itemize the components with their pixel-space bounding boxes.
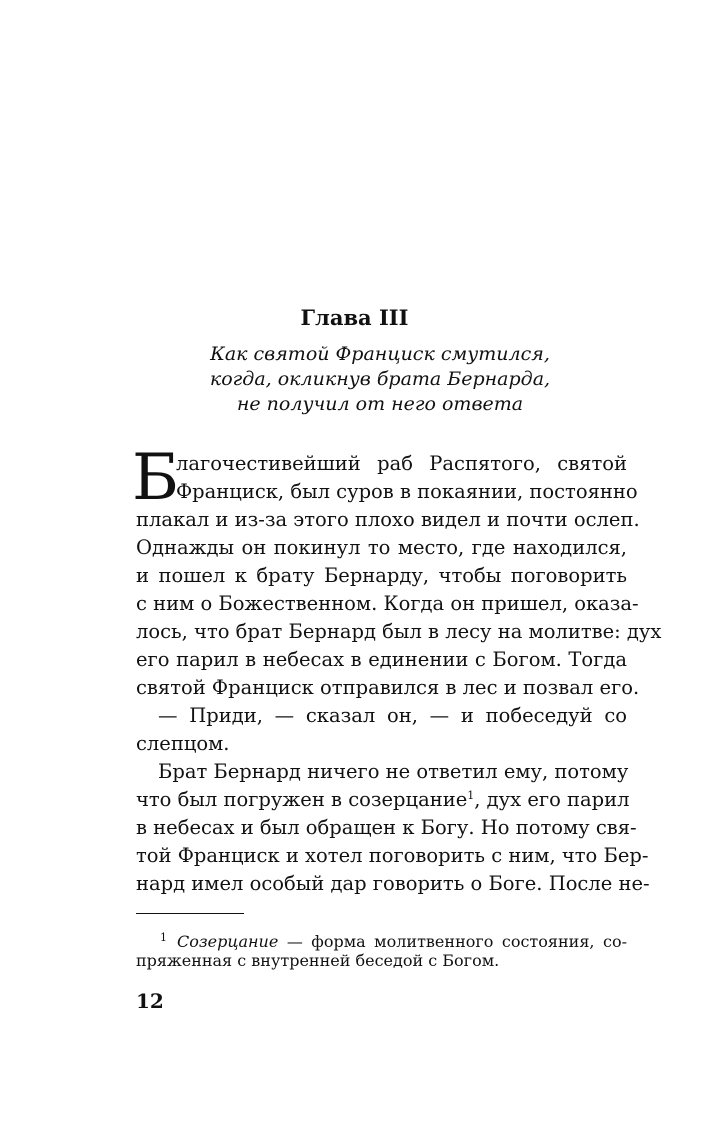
text-line: плакал и из-за этого плохо видел и почти ослеп. (136, 508, 640, 531)
text-line: святой Франциск отправился в лес и позвал его. (136, 676, 640, 699)
text-line: с ним о Божественном. Когда он пришел, оказа- (136, 592, 639, 615)
text-line: Брат Бернард ничего не ответил ему, потому (158, 760, 629, 783)
drop-cap: Б (132, 441, 180, 515)
subtitle-line: когда, окликнув брата Бернарда, (209, 368, 551, 390)
subtitle-line: не получил от него ответа (236, 393, 524, 415)
text-line: слепцом. (136, 732, 230, 755)
footnote-line: пряженная с внутренней беседой с Богом. (136, 951, 500, 970)
text-line: Однажды он покинул то место, где находился, (136, 536, 627, 559)
text-line: лось, что брат Бернард был в лесу на молитве: дух (136, 620, 662, 643)
text-line: нард имел особый дар говорить о Боге. После не- (136, 872, 650, 895)
text-line: Франциск, был суров в покаянии, постоянно (176, 480, 638, 503)
text-line (136, 786, 630, 814)
text-line: его парил в небесах в единении с Богом. Тогда (136, 648, 627, 671)
footnote-reference: 1 (467, 789, 475, 802)
footnote-mark: 1 (160, 931, 167, 944)
text-fragment: , дух его парил (474, 788, 630, 811)
footnote-term: Созерцание (177, 932, 279, 951)
footnote-divider (136, 913, 244, 914)
chapter-title: Глава III (300, 305, 409, 330)
text-line: той Франциск и хотел поговорить с ним, что Бер- (136, 844, 649, 867)
text-line: и пошел к брату Бернарду, чтобы поговорить (136, 564, 627, 587)
text-line: — Приди, — сказал он, — и побеседуй со (158, 704, 627, 727)
text-fragment: что был погружен в созерцание (136, 788, 468, 811)
text-line: лагочестивейший раб Распятого, святой (176, 452, 627, 475)
chapter-subtitle (150, 342, 610, 417)
subtitle-line: Как святой Франциск смутился, (210, 343, 550, 365)
footnote-text: — форма молитвенного состояния, со- (278, 932, 627, 951)
page-number: 12 (136, 989, 164, 1013)
text-line: в небесах и был обращен к Богу. Но потому свя- (136, 816, 637, 839)
